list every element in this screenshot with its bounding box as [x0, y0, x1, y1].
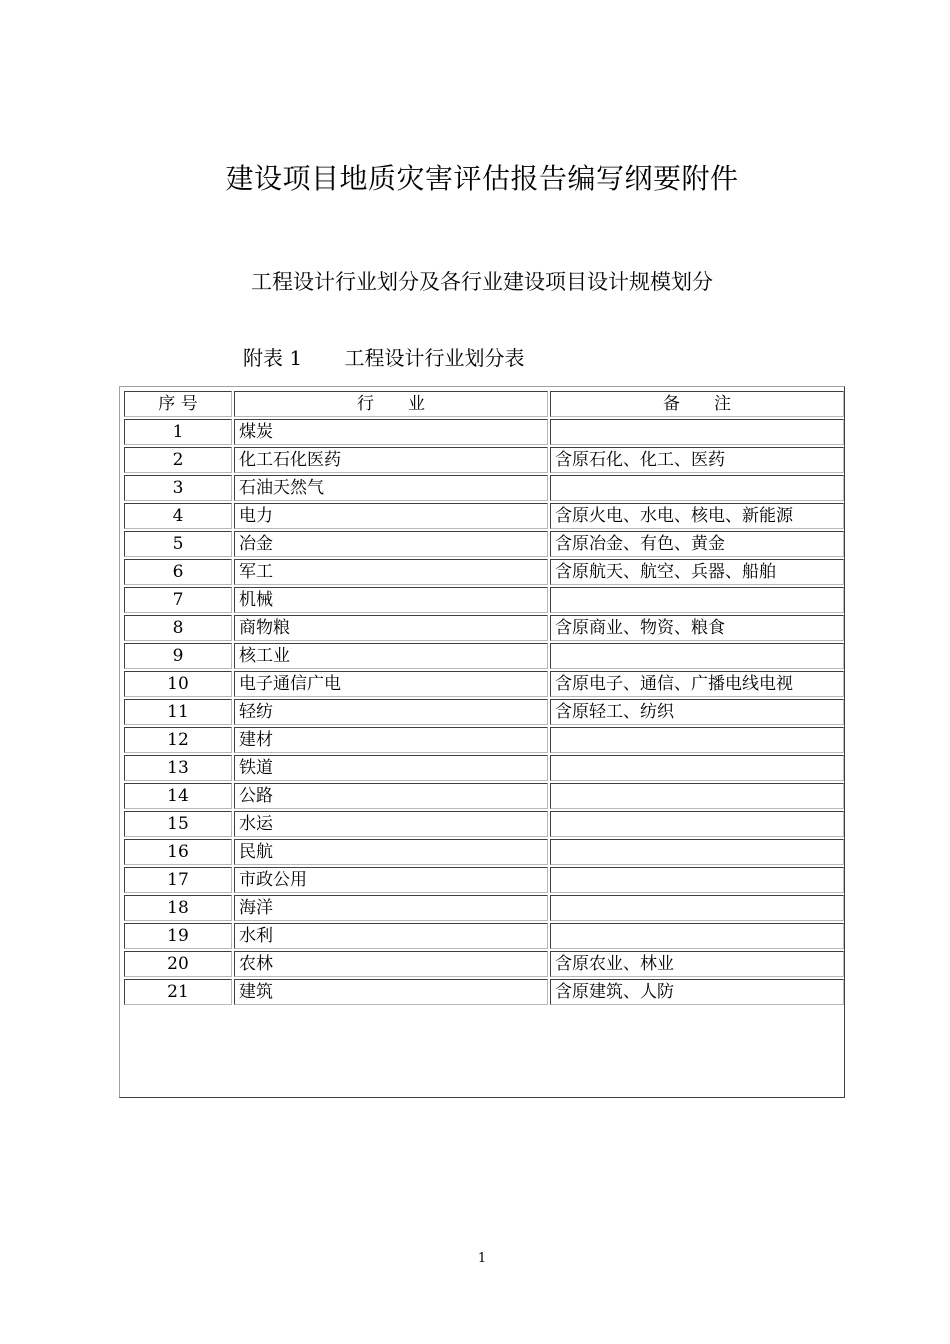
row-number: 17 [124, 867, 232, 893]
industry-name: 公路 [234, 783, 548, 809]
table-row [124, 671, 844, 697]
document-title: 建设项目地质灾害评估报告编写纲要附件 [225, 162, 739, 195]
row-number: 1 [124, 419, 232, 445]
table-row [124, 615, 844, 641]
industry-note: 含原商业、物资、粮食 [550, 615, 844, 641]
industry-name: 冶金 [234, 531, 548, 557]
table-row [124, 503, 844, 529]
industry-note: 含原农业、林业 [550, 951, 844, 977]
table-row [124, 419, 844, 445]
industry-note: 含原航天、航空、兵器、船舶 [550, 559, 844, 585]
industry-name: 民航 [234, 839, 548, 865]
industry-note: 含原冶金、有色、黄金 [550, 531, 844, 557]
row-number: 14 [124, 783, 232, 809]
industry-note [550, 475, 844, 501]
row-number: 3 [124, 475, 232, 501]
industry-note: 含原轻工、纺织 [550, 699, 844, 725]
table-caption-number: 附表 1 [243, 346, 303, 370]
industry-name: 建材 [234, 727, 548, 753]
table-body [124, 419, 844, 1005]
industry-note [550, 727, 844, 753]
industry-note: 含原石化、化工、医药 [550, 447, 844, 473]
industry-note [550, 867, 844, 893]
table-caption-title: 工程设计行业划分表 [344, 346, 525, 370]
industry-note [550, 923, 844, 949]
row-number: 16 [124, 839, 232, 865]
header-no: 序 号 [124, 391, 232, 417]
industry-name: 建筑 [234, 979, 548, 1005]
table-row [124, 559, 844, 585]
header-note: 备 注 [550, 391, 844, 417]
industry-note: 含原电子、通信、广播电线电视 [550, 671, 844, 697]
header-industry: 行 业 [234, 391, 548, 417]
table-row [124, 923, 844, 949]
table-row [124, 839, 844, 865]
industry-table [122, 389, 846, 1007]
industry-note [550, 643, 844, 669]
row-number: 2 [124, 447, 232, 473]
table-row [124, 475, 844, 501]
industry-name: 海洋 [234, 895, 548, 921]
industry-name: 商物粮 [234, 615, 548, 641]
table-row [124, 811, 844, 837]
industry-name: 水利 [234, 923, 548, 949]
industry-name: 电子通信广电 [234, 671, 548, 697]
table-row [124, 643, 844, 669]
industry-name: 市政公用 [234, 867, 548, 893]
industry-name: 化工石化医药 [234, 447, 548, 473]
row-number: 18 [124, 895, 232, 921]
industry-name: 农林 [234, 951, 548, 977]
industry-name: 铁道 [234, 755, 548, 781]
table-caption [243, 341, 524, 375]
row-number: 15 [124, 811, 232, 837]
table-row [124, 727, 844, 753]
row-number: 6 [124, 559, 232, 585]
industry-note [550, 783, 844, 809]
industry-name: 军工 [234, 559, 548, 585]
table-row [124, 447, 844, 473]
document-subtitle: 工程设计行业划分及各行业建设项目设计规模划分 [251, 270, 713, 294]
table-row [124, 587, 844, 613]
industry-name: 核工业 [234, 643, 548, 669]
row-number: 13 [124, 755, 232, 781]
row-number: 20 [124, 951, 232, 977]
row-number: 4 [124, 503, 232, 529]
industry-name: 机械 [234, 587, 548, 613]
table-row [124, 951, 844, 977]
industry-name: 电力 [234, 503, 548, 529]
row-number: 12 [124, 727, 232, 753]
industry-note [550, 839, 844, 865]
industry-table-frame [119, 386, 845, 1098]
industry-note: 含原建筑、人防 [550, 979, 844, 1005]
row-number: 9 [124, 643, 232, 669]
industry-name: 轻纺 [234, 699, 548, 725]
row-number: 11 [124, 699, 232, 725]
row-number: 19 [124, 923, 232, 949]
table-row [124, 699, 844, 725]
table-header-row [124, 391, 844, 417]
table-row [124, 867, 844, 893]
industry-note [550, 895, 844, 921]
industry-note [550, 755, 844, 781]
page-number: 1 [477, 1251, 487, 1266]
industry-name: 石油天然气 [234, 475, 548, 501]
row-number: 8 [124, 615, 232, 641]
row-number: 10 [124, 671, 232, 697]
table-row [124, 979, 844, 1005]
industry-note [550, 419, 844, 445]
industry-note: 含原火电、水电、核电、新能源 [550, 503, 844, 529]
table-row [124, 895, 844, 921]
table-row [124, 783, 844, 809]
industry-name: 煤炭 [234, 419, 548, 445]
industry-note [550, 587, 844, 613]
row-number: 21 [124, 979, 232, 1005]
industry-name: 水运 [234, 811, 548, 837]
row-number: 7 [124, 587, 232, 613]
industry-note [550, 811, 844, 837]
table-row [124, 755, 844, 781]
row-number: 5 [124, 531, 232, 557]
table-row [124, 531, 844, 557]
